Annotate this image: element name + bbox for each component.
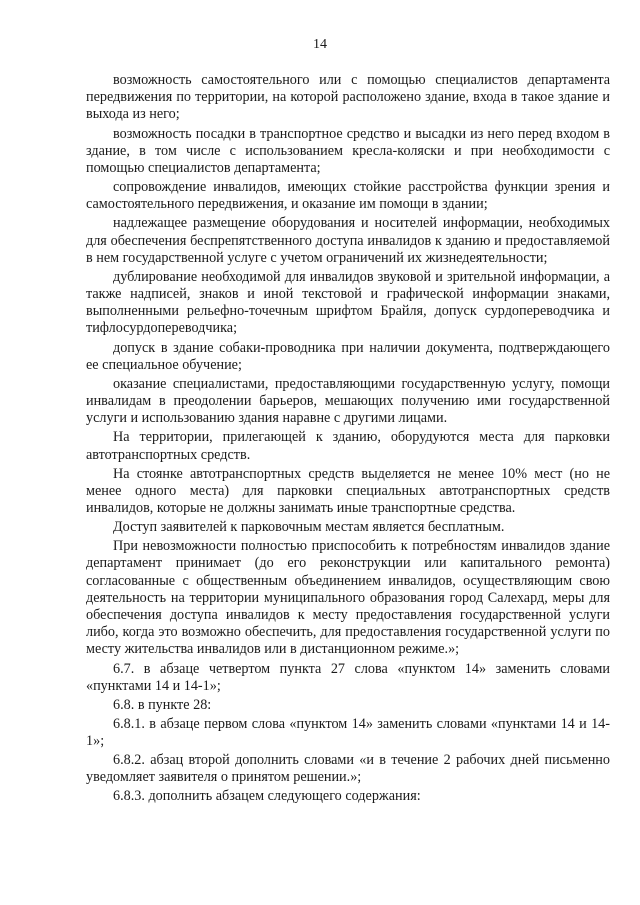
paragraph-accessibility-braille: дублирование необходимой для инвалидов звуковой и зрительной информации, а также надписей, знаков и иной текстовой и графической информации знаками, выполненными рельефно-точечным шрифтом Брайля, допуск сурдопереводчика и тифлосурдопереводчика; xyxy=(86,268,610,337)
paragraph-amendment-6-8-3: 6.8.3. дополнить абзацем следующего содержания: xyxy=(113,788,421,805)
paragraph-parking-quota: На стоянке автотранспортных средств выделяется не менее 10% мест (но не менее одного места) для парковки специальных автотранспортных средств инвалидов, которые не должны занимать иные транспортные средства. xyxy=(86,465,610,516)
paragraph-amendment-6-7: 6.7. в абзаце четвертом пункта 27 слова «пунктом 14» заменить словами «пунктами 14 и 14-1»; xyxy=(86,660,610,694)
paragraph-accessibility-guide-dog: допуск в здание собаки-проводника при наличии документа, подтверждающего ее специальное обучение; xyxy=(86,339,610,373)
paragraph-parking-areas: На территории, прилегающей к зданию, оборудуются места для парковки автотранспортных средств. xyxy=(86,429,610,463)
paragraph-accessibility-assistance: оказание специалистами, предоставляющими государственную услугу, помощи инвалидам в преодолении барьеров, мешающих получению ими государственной услуги и использованию здания наравне с другими лицами. xyxy=(86,375,610,427)
paragraph-amendment-6-8: 6.8. в пункте 28: xyxy=(113,696,212,713)
paragraph-accessibility-movement: возможность самостоятельного или с помощью специалистов департамента передвижения по территории, на которой расположено здание, входа в такое здание и выхода из него; xyxy=(86,72,610,123)
paragraph-accessibility-boarding: возможность посадки в транспортное средство и высадки из него перед входом в здание, в том числе с использованием кресла-коляски и при необходимости с помощью специалистов департамента; xyxy=(86,125,610,176)
document-body xyxy=(86,72,610,808)
paragraph-amendment-6-8-1: 6.8.1. в абзаце первом слова «пунктом 14» заменить словами «пунктами 14 и 14-1»; xyxy=(86,715,610,750)
paragraph-adaptation-measures: При невозможности полностью приспособить к потребностям инвалидов здание департамент принимает (до его реконструкции или капитального ремонта) согласованные с общественным объединением инвалидов, осуществляющим свою деятельность на территории муниципального образования город Салехард, меры для обеспечения доступа инвалидов к месту предоставления государственной услуги либо, когда это возможно обеспечить, для предоставления государственной услуги по месту жительства инвалидов или в дистанционном режиме.»; xyxy=(86,538,610,658)
paragraph-accessibility-escort: сопровождение инвалидов, имеющих стойкие расстройства функции зрения и самостоятельного передвижения, и оказание им помощи в здании; xyxy=(86,179,610,213)
paragraph-accessibility-equipment: надлежащее размещение оборудования и носителей информации, необходимых для обеспечения беспрепятственного доступа инвалидов к зданию и предоставляемой в нем государственной услуге с учетом ограничений их жизнедеятельности; xyxy=(86,215,610,266)
paragraph-amendment-6-8-2: 6.8.2. абзац второй дополнить словами «и в течение 2 рабочих дней письменно уведомляет заявителя о принятом решении.»; xyxy=(86,752,610,786)
page-number: 14 xyxy=(313,37,327,52)
paragraph-parking-free: Доступ заявителей к парковочным местам является бесплатным. xyxy=(113,519,505,536)
